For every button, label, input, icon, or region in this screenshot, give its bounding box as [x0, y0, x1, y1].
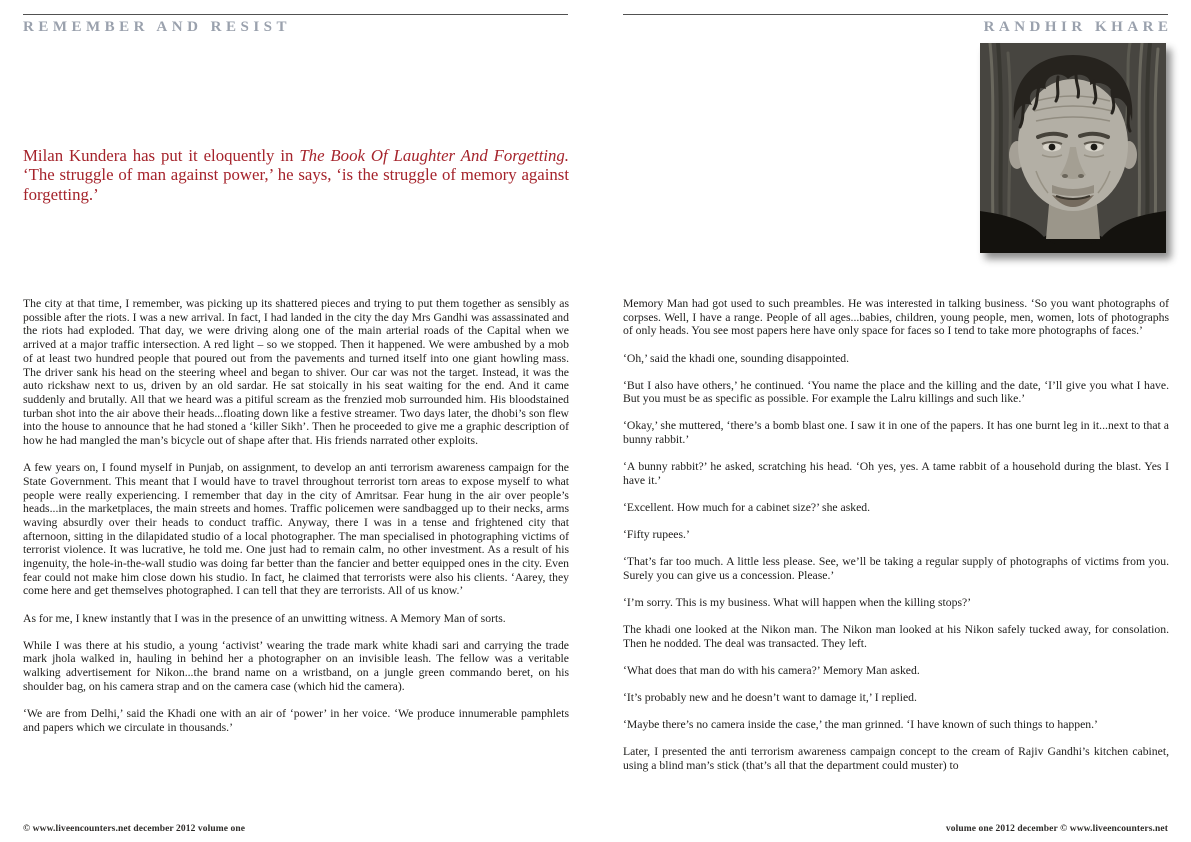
- body-paragraph: ‘Maybe there’s no camera inside the case,’ the man grinned. ‘I have known of such things to happen.’: [623, 718, 1098, 732]
- body-paragraph: Later, I presented the anti terrorism awareness campaign concept to the cream of Rajiv Gandhi’s kitchen cabinet, using a blind man’s stick (that’s all that the department could muster) to: [623, 745, 1169, 772]
- body-paragraph: ‘Oh,’ said the khadi one, sounding disappointed.: [623, 351, 850, 365]
- pull-quote: [23, 146, 569, 204]
- right-body-column: [623, 297, 1169, 773]
- pull-quote-book-title: The Book Of Laughter And Forgetting.: [299, 146, 569, 165]
- pull-quote-lead: Milan Kundera has put it eloquently in: [23, 146, 300, 165]
- body-paragraph: ‘Excellent. How much for a cabinet size?’ she asked.: [623, 500, 871, 514]
- left-body-column: [23, 297, 569, 734]
- right-page-footer: volume one 2012 december © www.liveencounters.net: [945, 824, 1168, 834]
- body-paragraph: ‘A bunny rabbit?’ he asked, scratching his head. ‘Oh yes, yes. A tame rabbit of a household during the blast. Yes I have it.’: [623, 460, 1169, 487]
- body-paragraph: ‘Fifty rupees.’: [623, 528, 690, 542]
- body-paragraph: As for me, I knew instantly that I was in the presence of an unwitting witness. A Memory Man of sorts.: [23, 611, 506, 625]
- body-paragraph: The city at that time, I remember, was picking up its shattered pieces and trying to put them together as sensibly as possible after the riots. I was a new arrival. In fact, I had landed in the city the day Mrs Gandhi was assassinated and the riots had exploded. That day, we were driving along one of the main arterial roads of the Capital when we arrived at a major traffic intersection. A red light – so we stopped. Then it happened. We were ambushed by a mob of at least two hundred people that poured out from the pavements and turned itself into one giant howling mass. The driver sank his head on the steering wheel and began to shiver. Our car was not the target. Instead, it was the auto rickshaw next to us, driven by an old sardar. He sat stoically in his seat waiting for the end. And it came suddenly and brutally. All that we heard was a pitiful scream as the frenzied mob surrounded him. His bloodstained turban shot into the air above their heads...floating down like a festive streamer. Two days later, the dhobi’s son flew into the house to announce that he had stoned a ‘killer Sikh’. Then he proceeded to give me a graphic description of how he had mangled the man’s bicycle out of shape after that. His friends narrated other exploits.: [23, 297, 569, 448]
- left-page-top-rule: [23, 14, 568, 15]
- right-page-author: [623, 19, 1173, 36]
- right-page-author-text: RANDHIR KHARE: [983, 19, 1173, 35]
- body-paragraph: ‘Okay,’ she muttered, ‘there’s a bomb blast one. I saw it in one of the papers. It has one burnt leg in it...next to that a bunny rabbit.’: [623, 419, 1169, 447]
- body-paragraph: ‘I’m sorry. This is my business. What will happen when the killing stops?’: [623, 595, 972, 609]
- body-paragraph: While I was there at his studio, a young ‘activist’ wearing the trade mark white khadi sari and carrying the trade mark jhola walked in, hauling in behind her a photographer on an invisible leash. The fellow was a veritable walking advertisement for Nikon...the brand name on a wristband, on a jungle green commando beret, on his shoulder bag, on his camera strap and on the camera case (which hid the camera).: [23, 638, 569, 693]
- left-page-footer: © www.liveencounters.net december 2012 volume one: [23, 824, 246, 834]
- portrait-graphic: [980, 43, 1166, 253]
- body-paragraph: ‘What does that man do with his camera?’ Memory Man asked.: [623, 663, 920, 677]
- body-paragraph: The khadi one looked at the Nikon man. The Nikon man looked at his Nikon safely tucked away, for consolation. Then he nodded. The deal was transacted. They left.: [623, 623, 1169, 650]
- left-page-title-text: REMEMBER AND RESIST: [23, 19, 292, 35]
- body-paragraph: ‘But I also have others,’ he continued. ‘You name the place and the killing and the date, ‘I’ll give you what I have. But you must be as specific as possible. For example the Lalru killings and such like.’: [623, 378, 1169, 406]
- left-page-title: [23, 19, 568, 36]
- body-paragraph: ‘That’s far too much. A little less please. See, we’ll be taking a regular supply of photographs of victims from you. Surely you can give us a concession. Please.’: [623, 555, 1169, 582]
- body-paragraph: Memory Man had got used to such preambles. He was interested in talking business. ‘So you want photographs of corpses. Well, I have a range. People of all ages...babies, children, young people, men, women, lots of photographs of only heads. You see most papers here have only space for faces so I tend to take more photographs of faces.’: [623, 297, 1169, 338]
- author-photo: [980, 43, 1166, 253]
- body-paragraph: ‘We are from Delhi,’ said the Khadi one with an air of ‘power’ in her voice. ‘We produce innumerable pamphlets and papers which we circulate in thousands.’: [23, 706, 569, 734]
- body-paragraph: A few years on, I found myself in Punjab, on assignment, to develop an anti terrorism awareness campaign for the State Government. This meant that I would have to travel throughout terrorist torn areas to expose myself to what people were really experiencing. I remember that day in the city of Amritsar. Fear hung in the air over people’s heads...in the marketplaces, the main streets and homes. Traffic policemen were sandbagged up to their necks, arms waving absurdly over their heads to conduct traffic. Anyway, there I was in a tense and frightened city that afternoon, sitting in the dilapidated studio of a local photographer. The man specialised in photographing victims of terrorist violence. It was lucrative, he told me. One just had to remain calm, no other investment. As a result of his ingenuity, the hole-in-the-wall studio was doing far better than the fancier and better equipped ones in the city. Even fear could not make him close down his studio. In fact, he claimed that terrorists were also his clients. ‘Aarey, they come here and get themselves photographed. I can tell that they are terrorists. All of us know.’: [23, 461, 569, 598]
- body-paragraph: ‘It’s probably new and he doesn’t want to damage it,’ I replied.: [623, 690, 917, 704]
- pull-quote-tail: ‘The struggle of man against power,’ he says, ‘is the struggle of memory against forgetting.’: [23, 165, 569, 204]
- right-page-top-rule: [623, 14, 1168, 15]
